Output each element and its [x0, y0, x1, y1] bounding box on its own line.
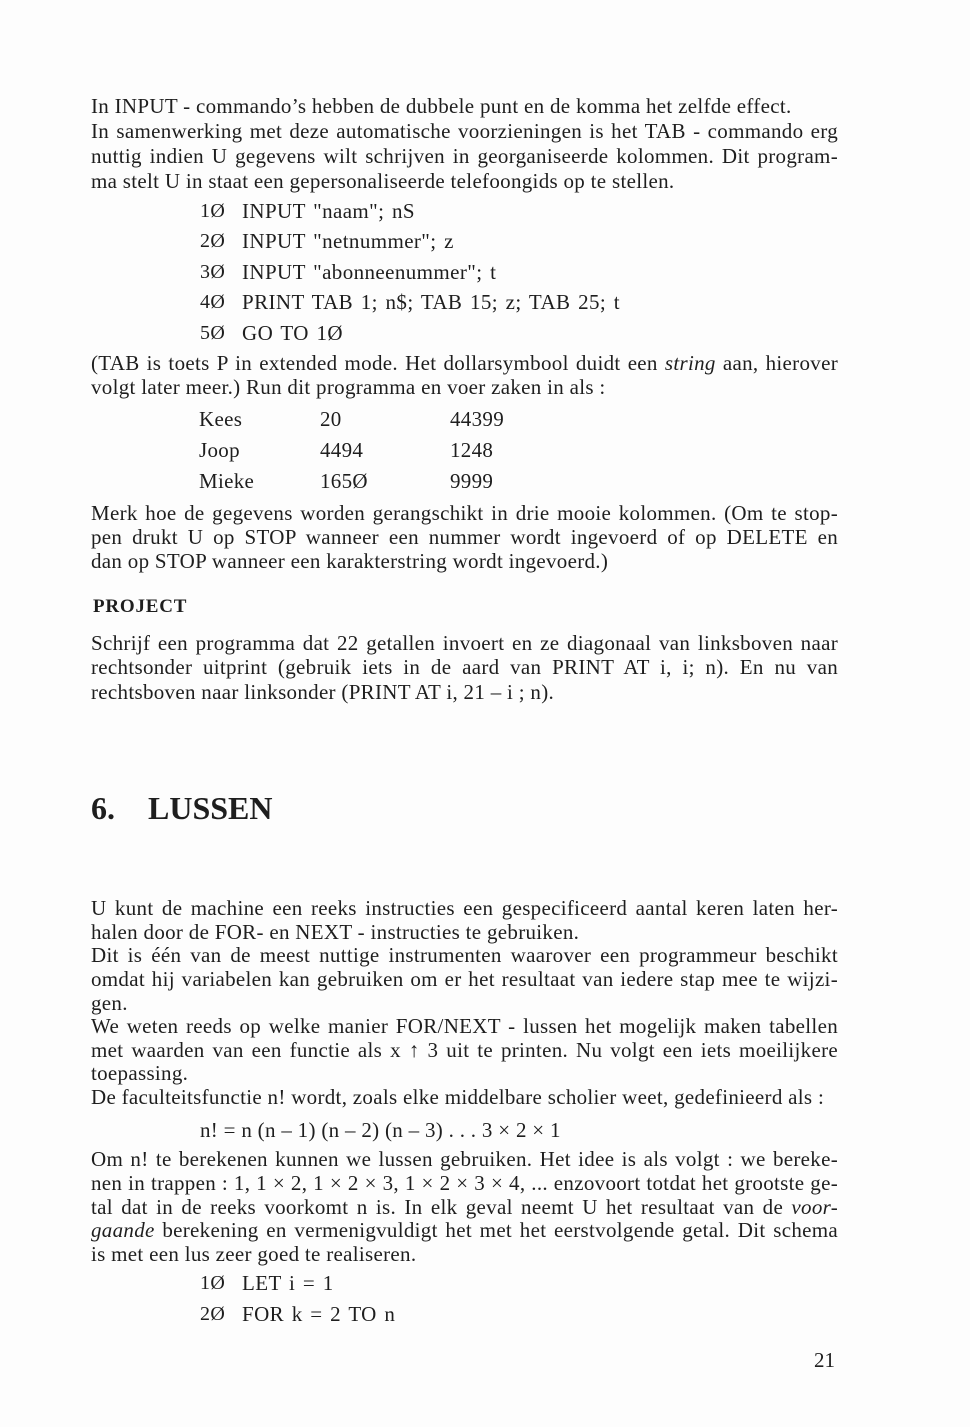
chapter-title: LUSSEN — [148, 790, 273, 826]
program-line — [200, 257, 620, 288]
line-number: 1Ø — [200, 1271, 226, 1294]
text-run: aan, hierover — [715, 351, 838, 376]
area-code-cell: 165Ø — [320, 468, 368, 493]
chapter-heading — [0, 788, 970, 828]
code-statement: INPUT "netnummer"; z — [242, 229, 454, 254]
text-line: Merk hoe de gegevens worden gerangschikt in drie mooie kolommen. (Om te stop- — [91, 501, 838, 525]
text-line: omdat hij variabelen kan gebruiken om er het resultaat van iedere stap mee te wijzi- — [91, 966, 838, 991]
text-line: In samenwerking met deze automatische voorzieningen is het TAB - commando erg — [91, 118, 838, 143]
code-statement: PRINT TAB 1; n$; TAB 15; z; TAB 25; t — [242, 290, 620, 315]
text-line: nuttig indien U gegevens wilt schrijven in georganiseerde kolommen. Dit program- — [91, 143, 838, 168]
page-number: 21 — [814, 1347, 835, 1372]
text-line: rechtsonder uitprint (gebruik iets in de aard van PRINT AT i, i; n). En nu van — [91, 655, 838, 680]
program-line — [200, 1299, 395, 1330]
code-statement: LET i = 1 — [242, 1270, 334, 1295]
text-line: Schrijf een programma dat 22 getallen invoert en ze diagonaal van linksboven naar — [91, 630, 838, 655]
factorial-formula: n! = n (n – 1) (n – 2) (n – 3) . . . 3 × 2 × 1 — [200, 1117, 561, 1142]
text-line — [91, 1196, 838, 1220]
text-line: volgt later meer.) Run dit programma en voer zaken in als : — [91, 374, 606, 399]
text-run: tal dat in de reeks voorkomt n is. In elk geval neemt U het resultaat van de — [91, 1194, 792, 1219]
text-line: gen. — [91, 990, 128, 1015]
text-line: rechtsboven naar linksonder (PRINT AT i, 21 – i ; n). — [91, 679, 555, 704]
text-line: De faculteitsfunctie n! wordt, zoals elke middelbare scholier weet, gedefinieerd als : — [91, 1084, 825, 1109]
text-line: U kunt de machine een reeks instructies een gespecificeerd aantal keren laten her- — [91, 896, 838, 921]
text-line: ma stelt U in staat een gepersonaliseerde telefoongids op te stellen. — [91, 168, 675, 193]
code-statement: INPUT "naam"; nS — [242, 198, 415, 223]
subscriber-number-cell: 44399 — [450, 406, 504, 431]
project-paragraph — [91, 631, 838, 705]
text-line: In INPUT - commando’s hebben de dubbele punt en de komma het zelfde effect. — [91, 93, 792, 118]
factorial-paragraph — [91, 1148, 838, 1267]
program-line — [200, 196, 620, 227]
loops-intro-paragraph — [91, 897, 838, 1109]
line-number: 4Ø — [200, 291, 226, 314]
text-line: Dit is één van de meest nuttige instrumenten waarover een programmeur beschikt — [91, 943, 838, 968]
name-cell: Kees — [199, 406, 243, 431]
line-number: 1Ø — [200, 199, 226, 222]
text-line: halen door de FOR- en NEXT - instructies te gebruiken. — [91, 919, 580, 944]
table-row — [199, 466, 504, 497]
text-line: toepassing. — [91, 1061, 189, 1086]
name-cell: Joop — [199, 437, 240, 462]
text-line: met waarden van een functie als x ↑ 3 uit te printen. Nu volgt een iets moeilijkere — [91, 1037, 838, 1062]
project-heading: PROJECT — [93, 596, 188, 617]
chapter-number: 6. — [91, 790, 115, 826]
subscriber-number-cell: 9999 — [450, 468, 494, 493]
text-line: We weten reeds op welke manier FOR/NEXT - lussen het mogelijk maken tabellen — [91, 1014, 838, 1039]
line-number: 3Ø — [200, 260, 226, 283]
intro-paragraph — [91, 94, 838, 194]
line-number: 2Ø — [200, 1302, 226, 1325]
table-row — [199, 435, 504, 466]
italic-term: gaande — [91, 1218, 155, 1243]
area-code-cell: 20 — [320, 406, 342, 431]
text-line: is met een lus zeer goed te realiseren. — [91, 1242, 417, 1267]
line-number: 5Ø — [200, 321, 226, 344]
text-line: Om n! te berekenen kunnen we lussen gebruiken. Het idee is als volgt : we bereke- — [91, 1147, 838, 1172]
text-line — [91, 352, 838, 376]
subscriber-number-cell: 1248 — [450, 437, 494, 462]
italic-term: voor- — [791, 1194, 838, 1219]
text-line: nen in trappen : 1, 1 × 2, 1 × 2 × 3, 1 × 2 × 3 × 4, ... enzovoort totdat het grootste ge- — [91, 1170, 838, 1195]
text-line: pen drukt U op STOP wanneer een nummer wordt ingevoerd of op DELETE en — [91, 525, 838, 549]
program-listing — [200, 196, 620, 349]
stop-note-paragraph — [91, 501, 838, 573]
name-cell: Mieke — [199, 468, 255, 493]
area-code-cell: 4494 — [320, 437, 364, 462]
line-number: 2Ø — [200, 230, 226, 253]
program-line — [200, 226, 620, 257]
code-statement: FOR k = 2 TO n — [242, 1301, 396, 1326]
text-line — [91, 1219, 838, 1243]
program-line — [200, 1268, 395, 1299]
text-run: berekening en vermenigvuldigt het met het eerstvolgende getal. Dit schema — [154, 1218, 838, 1243]
code-statement: GO TO 1Ø — [242, 320, 343, 345]
text-line: dan op STOP wanneer een karakterstring wordt ingevoerd.) — [91, 549, 609, 573]
program-listing — [200, 1268, 395, 1330]
code-statement: INPUT "abonneenummer"; t — [242, 259, 497, 284]
text-run: (TAB is toets P in extended mode. Het dollarsymbool duidt een — [91, 351, 665, 376]
table-row — [199, 404, 504, 435]
program-line — [200, 318, 620, 349]
program-line — [200, 287, 620, 318]
input-table — [199, 404, 504, 497]
tab-note-paragraph — [91, 352, 838, 399]
italic-term: string — [664, 351, 716, 376]
